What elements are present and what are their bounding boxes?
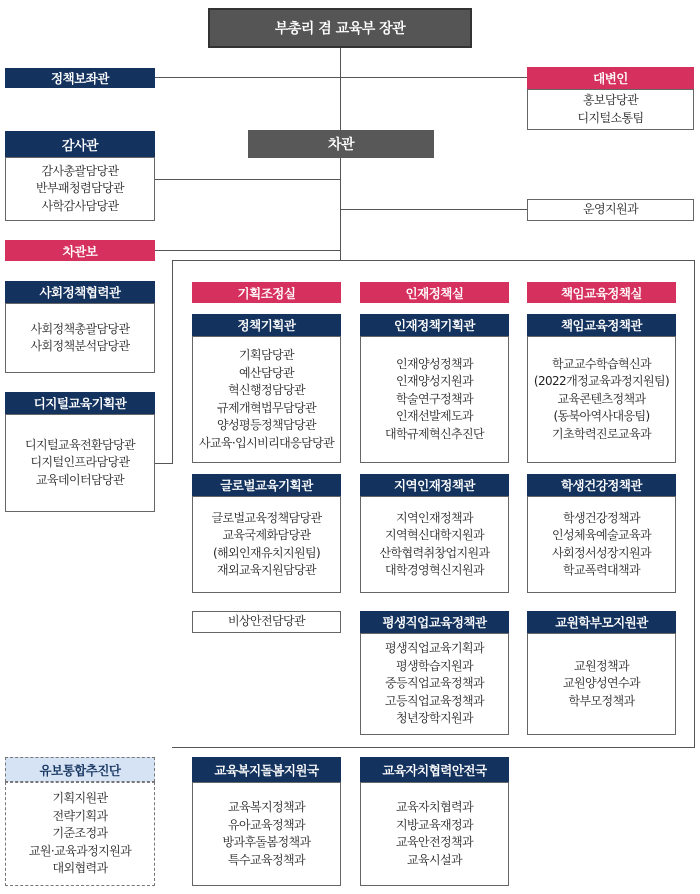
unit-item: 교육복지정책과 <box>228 800 305 814</box>
unit-item: 교육데이터담당관 <box>36 472 124 487</box>
unit-item: 특수교육정책과 <box>228 852 305 867</box>
unit-item: 대외협력과 <box>52 861 108 876</box>
unit-item: 교원·교육과정지원과 <box>28 843 132 858</box>
bureau-header: 교원학부모지원관 <box>527 611 676 633</box>
unit-item: 기획담당관 <box>239 348 294 362</box>
office-header: 인재정책실 <box>360 282 509 303</box>
bureau-body <box>360 496 509 593</box>
unit-item: 학생건강정책과 <box>563 510 640 525</box>
unit-item: 디지털인프라담당관 <box>30 455 130 470</box>
unit-item: 학술연구정책과 <box>396 391 473 406</box>
bureau-header: 글로벌교육기획관 <box>192 474 341 496</box>
unit-item: 대학경영혁신지원과 <box>385 563 484 577</box>
unit-item: 인재선발제도과 <box>396 409 473 424</box>
unit-item: 사회정책총괄담당관 <box>30 321 130 336</box>
bureau-header: 인재정책기획관 <box>360 314 509 336</box>
bureau-body <box>527 633 676 735</box>
unit-item: 사회정서성장지원과 <box>552 545 651 560</box>
vice-minister-box: 차관 <box>248 130 434 158</box>
unit-item: 학부모정책과 <box>568 693 635 708</box>
unit-item: 디지털교육전환담당관 <box>25 437 135 452</box>
unit-item: 학교교수학습혁신과 <box>552 356 651 371</box>
bureau-body <box>360 782 509 886</box>
unit-item: 글로벌교육정책담당관 <box>211 510 322 525</box>
unit-item: 비상안전담당관 <box>228 614 305 629</box>
office-header: 기획조정실 <box>192 282 341 303</box>
unit-item: 평생학습지원과 <box>396 658 473 673</box>
unit-item: 규제개혁법무담당관 <box>217 400 316 415</box>
unit-item: 홍보담당관 <box>583 93 638 107</box>
unit-item: 기획지원관 <box>52 791 108 806</box>
unit-item: 지방교육재정과 <box>396 817 473 832</box>
unit-item: 유아교육정책과 <box>228 817 305 832</box>
unit-item: 예산담당관 <box>239 365 294 380</box>
unit-item: 교육국제화담당관 <box>222 528 311 542</box>
unit-item: 중등직업교육정책과 <box>385 676 484 691</box>
unit-item: 전략기획과 <box>52 808 108 823</box>
bureau-body <box>192 496 341 593</box>
unit-item: 지역혁신대학지원과 <box>385 528 484 542</box>
unit-item: 디지털소통팀 <box>577 110 644 125</box>
unit-item: 교원정책과 <box>574 658 629 673</box>
emergency-safety-box <box>192 611 341 633</box>
unit-item: 지역인재정책과 <box>396 510 473 525</box>
unit-item: 교육안전정책과 <box>396 835 473 849</box>
bureau-body <box>192 336 341 463</box>
unit-item: 기초학력진로교육과 <box>552 426 651 441</box>
unit-item: 인성체육예술교육과 <box>552 528 651 542</box>
unit-item: 혁신행정담당관 <box>228 383 305 397</box>
spokesperson-header: 대변인 <box>527 67 694 89</box>
unit-item: 평생직업교육기획과 <box>385 641 484 656</box>
unit-item: 산학협력취창업지원과 <box>379 545 490 560</box>
unit-item: 고등직업교육정책과 <box>385 693 484 708</box>
spokesperson-body <box>527 89 694 130</box>
unit-item: 기준조정과 <box>52 826 108 841</box>
unit-item: 운영지원과 <box>583 202 638 217</box>
unit-item: 반부패청렴담당관 <box>36 181 124 196</box>
bureau-header: 지역인재정책관 <box>360 474 509 496</box>
unit-item: 사회정책분석담당관 <box>30 339 130 353</box>
unit-item: (동북아역사대응팀) <box>553 409 650 424</box>
unit-item: 재외교육지원담당관 <box>217 563 316 577</box>
bureau-body <box>360 336 509 463</box>
social-policy-body <box>5 303 155 373</box>
bureau-header: 정책기획관 <box>192 314 341 336</box>
unit-item: 청년장학지원과 <box>396 711 473 726</box>
bureau-body <box>527 496 676 593</box>
unit-item: 인재양성정책과 <box>396 356 473 371</box>
kinder-header: 유보통합추진단 <box>5 757 155 782</box>
policy-advisor-box: 정책보좌관 <box>5 68 155 88</box>
bureau-body <box>360 633 509 735</box>
digital-header: 디지털교육기획관 <box>5 392 155 414</box>
unit-item: 양성평등정책담당관 <box>217 418 316 432</box>
minister-box: 부총리 겸 교육부 장관 <box>208 8 472 48</box>
digital-body <box>5 414 155 512</box>
auditor-header: 감사관 <box>5 131 155 157</box>
unit-item: 교육콘텐츠정책과 <box>557 391 646 406</box>
bureau-header: 책임교육정책관 <box>527 314 676 336</box>
bureau-body <box>527 336 676 463</box>
unit-item: (해외인재유치지원팀) <box>212 545 321 560</box>
unit-item: 인재양성지원과 <box>396 374 473 389</box>
unit-item: 방과후돌봄정책과 <box>222 835 311 849</box>
social-policy-header: 사회정책협력관 <box>5 281 155 303</box>
auditor-body <box>5 157 155 221</box>
unit-item: (2022개정교육과정지원팀) <box>533 374 670 389</box>
bureau-header: 학생건강정책관 <box>527 474 676 496</box>
unit-item: 사교육·입시비리대응담당관 <box>198 435 335 450</box>
kinder-body <box>5 782 155 886</box>
unit-item: 학교폭력대책과 <box>563 563 640 577</box>
bureau-body <box>192 782 341 886</box>
operation-box <box>527 199 694 221</box>
unit-item: 교원양성연수과 <box>563 676 640 691</box>
bureau-header: 교육복지돌봄지원국 <box>192 757 341 782</box>
unit-item: 교육시설과 <box>407 852 462 867</box>
unit-item: 교육자치협력과 <box>396 800 473 814</box>
unit-item: 사학감사담당관 <box>41 198 119 213</box>
bureau-header: 교육자치협력안전국 <box>360 757 509 782</box>
unit-item: 대학규제혁신추진단 <box>385 426 484 441</box>
assistant-minister-box: 차관보 <box>5 240 155 261</box>
office-header: 책임교육정책실 <box>527 282 676 303</box>
unit-item: 감사총괄담당관 <box>41 163 119 178</box>
bureau-header: 평생직업교육정책관 <box>360 611 509 633</box>
